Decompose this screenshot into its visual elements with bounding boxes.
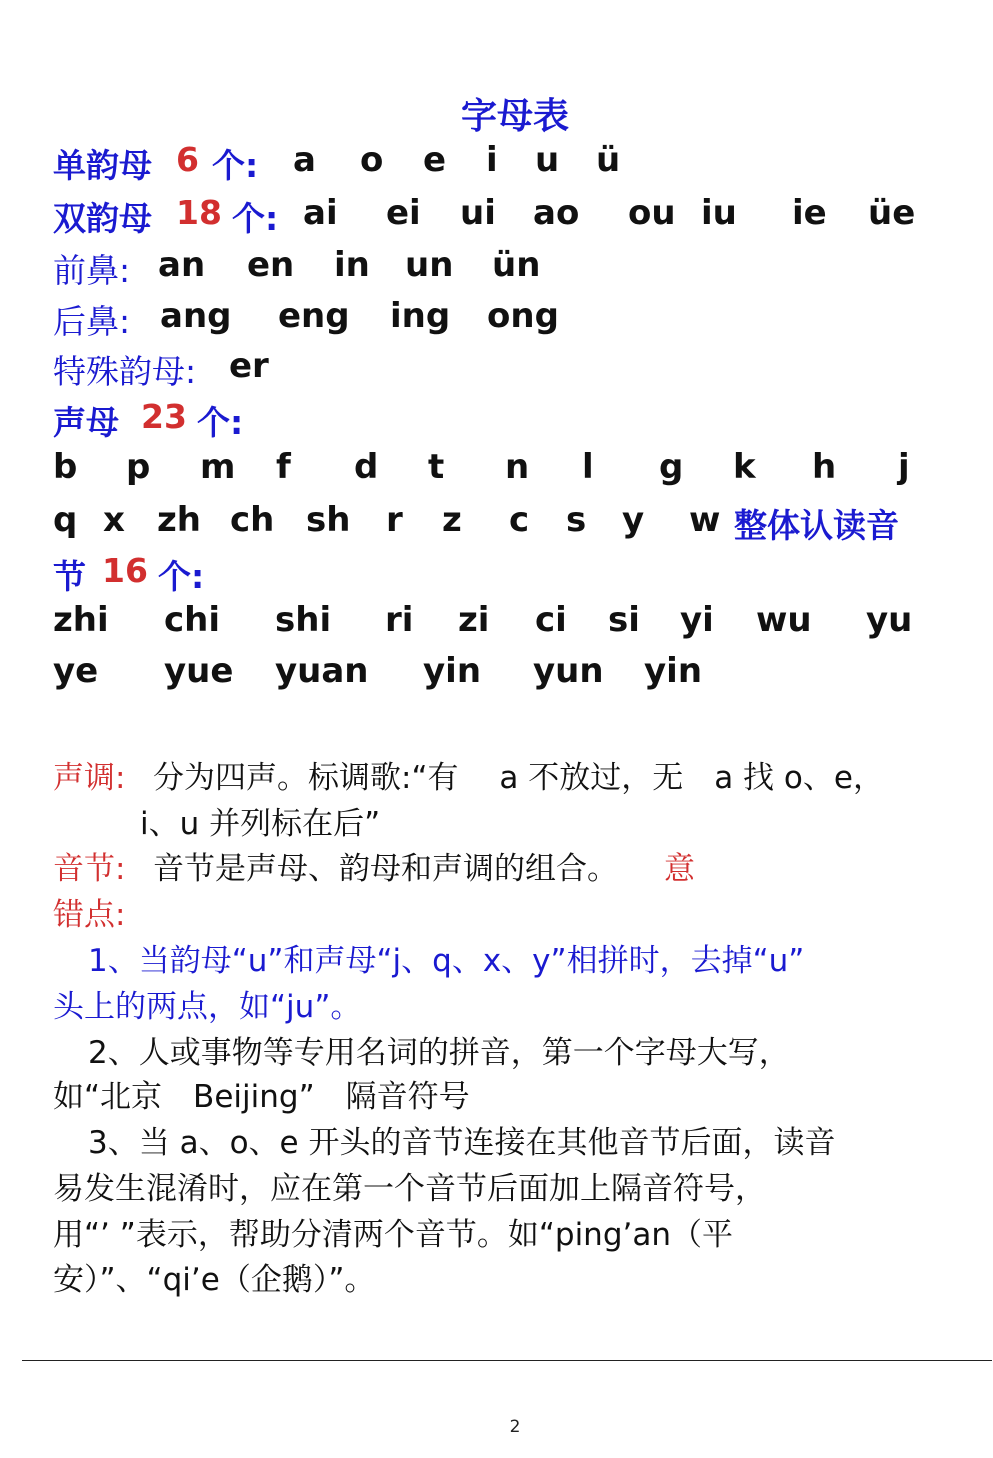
pinyin-letter: ang	[160, 296, 232, 336]
cuodian-p1-line2: 头上的两点，如“ju”。	[53, 989, 362, 1025]
pinyin-letter: ong	[487, 296, 559, 336]
pinyin-letter: i	[486, 140, 498, 180]
pinyin-syllable: wu	[756, 600, 812, 640]
shengmu-unit: 个:	[197, 403, 244, 442]
zhengti-label-part1: 整体认读音	[734, 506, 899, 545]
pinyin-letter: l	[582, 447, 594, 487]
cuodian-p3-line1: 3、当 a、o、e 开头的音节连接在其他音节后面，读音	[88, 1125, 836, 1161]
shuangyunmu-label: 双韵母	[53, 199, 152, 238]
pinyin-letter: z	[442, 500, 462, 540]
pinyin-letter: zh	[157, 500, 201, 540]
footer-divider	[22, 1360, 992, 1361]
danyunmu-count: 6	[176, 140, 199, 179]
pinyin-letter: ch	[230, 500, 275, 540]
pinyin-letter: p	[126, 447, 151, 487]
danyunmu-unit: 个:	[212, 146, 259, 185]
pinyin-letter: c	[509, 500, 530, 540]
shuangyunmu-unit: 个:	[232, 199, 279, 238]
pinyin-syllable: ri	[385, 600, 414, 640]
pinyin-letter: q	[53, 500, 78, 540]
pinyin-letter: ou	[628, 193, 676, 233]
zhengti-unit: 个:	[158, 557, 205, 596]
pinyin-letter: w	[689, 500, 721, 540]
cuodian-p3-line3: 用“’ ”表示，帮助分清两个音节。如“ping’an（平	[53, 1217, 734, 1253]
pinyin-syllable: ye	[53, 651, 99, 691]
houbi-label: 后鼻:	[53, 302, 131, 341]
pinyin-letter: in	[334, 245, 370, 285]
pinyin-letter: u	[535, 140, 560, 180]
pinyin-syllable: yi	[680, 600, 714, 640]
pinyin-letter: sh	[306, 500, 351, 540]
shengmu-count: 23	[141, 397, 187, 436]
zhengti-label-part2: 节	[53, 557, 86, 596]
cuodian-p3-line4: 安）”、“qi’e（企鹅）”。	[53, 1262, 376, 1298]
shengdiao-line-1: 分为四声。标调歌:“有 a 不放过，无 a 找 o、e，	[153, 760, 884, 796]
shengdiao-label: 声调:	[53, 760, 126, 796]
pinyin-letter: x	[103, 500, 125, 540]
pinyin-letter: ei	[386, 193, 421, 233]
pinyin-letter: s	[566, 500, 587, 540]
pinyin-letter: e	[423, 140, 447, 180]
pinyin-letter: a	[293, 140, 316, 180]
pinyin-letter: f	[276, 447, 291, 487]
pinyin-letter: h	[812, 447, 837, 487]
page-number: 2	[509, 1417, 521, 1437]
cuodian-p2-line1: 2、人或事物等专用名词的拼音，第一个字母大写，	[88, 1035, 790, 1071]
pinyin-letter: en	[247, 245, 295, 285]
pinyin-letter: ao	[533, 193, 580, 233]
pinyin-letter: g	[659, 447, 684, 487]
pinyin-letter: t	[428, 447, 445, 487]
cuodian-p3-line2: 易发生混淆时，应在第一个音节后面加上隔音符号，	[53, 1171, 766, 1207]
pinyin-letter: ai	[303, 193, 338, 233]
pinyin-letter: ing	[390, 296, 451, 336]
pinyin-letter: iu	[701, 193, 737, 233]
pinyin-letter: eng	[278, 296, 350, 336]
shuangyunmu-count: 18	[176, 193, 222, 232]
pinyin-letter: m	[200, 447, 236, 487]
pinyin-syllable: ci	[535, 600, 567, 640]
shengdiao-line-2: i、u 并列标在后”	[140, 806, 381, 842]
pinyin-syllable: zhi	[53, 600, 109, 640]
pinyin-letter: ün	[492, 245, 541, 285]
pinyin-syllable: yuan	[275, 651, 369, 691]
pinyin-syllable: yin	[423, 651, 482, 691]
pinyin-syllable: si	[608, 600, 640, 640]
pinyin-letter: er	[229, 346, 269, 386]
pinyin-letter: an	[158, 245, 206, 285]
pinyin-letter: r	[386, 500, 403, 540]
cuodian-p2-line2: 如“北京 Beijing” 隔音符号	[53, 1079, 470, 1115]
teshu-label: 特殊韵母:	[53, 352, 197, 391]
pinyin-letter: ie	[792, 193, 827, 233]
pinyin-syllable: zi	[458, 600, 490, 640]
page-title: 字母表	[460, 96, 569, 137]
pinyin-letter: ui	[460, 193, 496, 233]
pinyin-letter: ü	[596, 140, 621, 180]
pinyin-syllable: yu	[866, 600, 913, 640]
pinyin-letter: n	[505, 447, 530, 487]
pinyin-letter: j	[898, 447, 910, 487]
shengmu-label: 声母	[53, 403, 119, 442]
yinjie-text: 音节是声母、韵母和声调的组合。	[153, 851, 618, 887]
cuodian-label: 错点:	[53, 897, 126, 933]
qianbi-label: 前鼻:	[53, 251, 131, 290]
pinyin-letter: o	[360, 140, 384, 180]
pinyin-letter: üe	[868, 193, 916, 233]
pinyin-letter: un	[405, 245, 454, 285]
pinyin-letter: y	[622, 500, 645, 540]
pinyin-syllable: yue	[164, 651, 234, 691]
zhengti-count: 16	[102, 551, 148, 590]
yinjie-label: 音节:	[53, 851, 126, 887]
pinyin-syllable: yun	[533, 651, 604, 691]
pinyin-syllable: chi	[164, 600, 221, 640]
pinyin-letter: d	[354, 447, 379, 487]
pinyin-syllable: shi	[275, 600, 332, 640]
yinjie-extra: 意	[664, 851, 695, 887]
pinyin-syllable: yin	[644, 651, 703, 691]
pinyin-letter: b	[53, 447, 78, 487]
cuodian-p1-line1: 1、当韵母“u”和声母“j、q、x、y”相拼时，去掉“u”	[88, 943, 805, 979]
pinyin-letter: k	[733, 447, 756, 487]
danyunmu-label: 单韵母	[53, 146, 152, 185]
